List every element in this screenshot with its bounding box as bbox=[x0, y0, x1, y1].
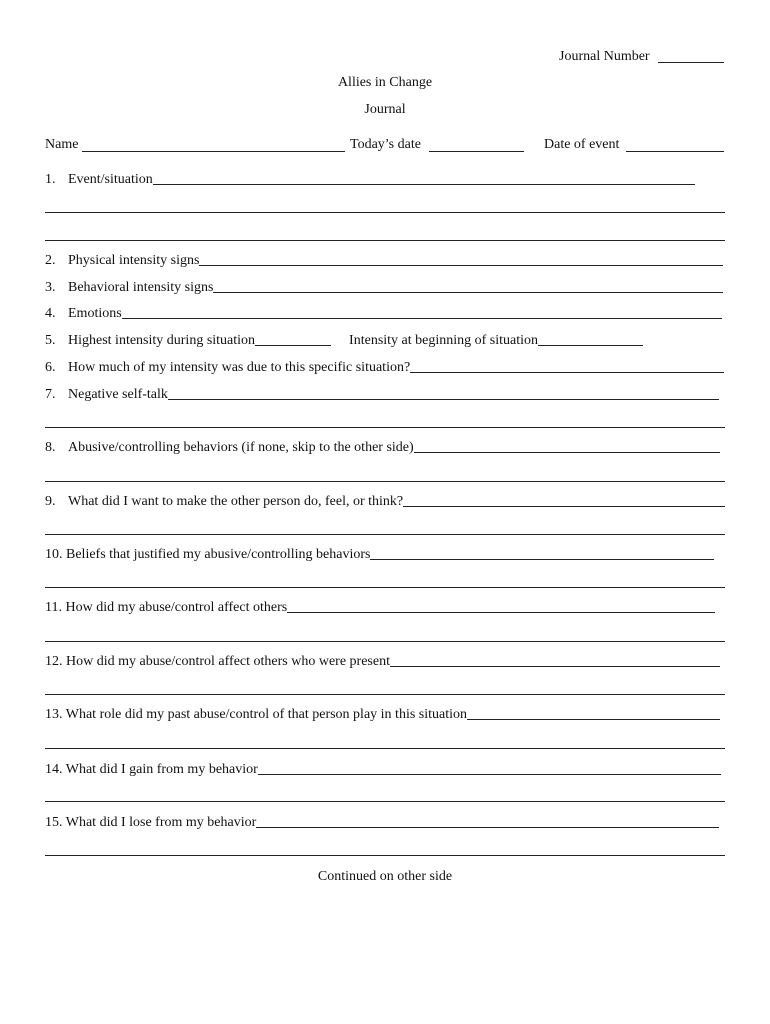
question-text: Highest intensity during situation bbox=[68, 333, 256, 348]
question-4 bbox=[45, 306, 722, 322]
question-7 bbox=[45, 387, 719, 403]
question-number: 7. bbox=[45, 387, 56, 402]
question-8 bbox=[45, 440, 720, 456]
answer-line[interactable] bbox=[370, 559, 714, 560]
question-text: How much of my intensity was due to this specific situation? bbox=[68, 360, 411, 375]
answer-line[interactable] bbox=[199, 265, 723, 266]
journal-number-label: Journal Number bbox=[559, 49, 650, 64]
question-11 bbox=[45, 600, 715, 616]
question-2 bbox=[45, 253, 723, 269]
question-number: 8. bbox=[45, 440, 56, 455]
answer-line[interactable] bbox=[45, 587, 725, 588]
answer-line[interactable] bbox=[122, 318, 722, 319]
question-number: 2. bbox=[45, 253, 56, 268]
question-text: What did I want to make the other person do, feel, or think? bbox=[68, 494, 404, 509]
answer-line[interactable] bbox=[410, 372, 724, 373]
question-text: Event/situation bbox=[68, 172, 153, 187]
answer-line[interactable] bbox=[168, 399, 719, 400]
answer-line[interactable] bbox=[45, 212, 725, 213]
question-number: 9. bbox=[45, 494, 56, 509]
answer-line[interactable] bbox=[45, 481, 725, 482]
question-13 bbox=[45, 707, 720, 723]
continued-note: Continued on other side bbox=[317, 869, 453, 884]
question-number: 4. bbox=[45, 306, 56, 321]
question-text: 13. What role did my past abuse/control of that person play in this situation bbox=[45, 707, 468, 722]
question-text: Emotions bbox=[68, 306, 122, 321]
answer-line[interactable] bbox=[258, 774, 721, 775]
answer-line[interactable] bbox=[213, 292, 723, 293]
journal-number-field[interactable] bbox=[658, 62, 724, 63]
todays-date-field[interactable] bbox=[429, 151, 524, 152]
question-text: 10. Beliefs that justified my abusive/controlling behaviors bbox=[45, 547, 371, 562]
question-text: 12. How did my abuse/control affect others who were present bbox=[45, 654, 390, 669]
question-1 bbox=[45, 172, 695, 188]
answer-line[interactable] bbox=[287, 612, 715, 613]
question-text-secondary: Intensity at beginning of situation bbox=[349, 333, 539, 348]
question-number: 3. bbox=[45, 280, 56, 295]
name-label: Name bbox=[45, 137, 79, 152]
question-text: 15. What did I lose from my behavior bbox=[45, 815, 257, 830]
question-3 bbox=[45, 280, 723, 296]
question-number: 5. bbox=[45, 333, 56, 348]
answer-line[interactable] bbox=[45, 694, 725, 695]
question-number: 6. bbox=[45, 360, 56, 375]
question-14 bbox=[45, 762, 721, 778]
answer-line[interactable] bbox=[403, 506, 725, 507]
answer-line[interactable] bbox=[256, 827, 719, 828]
answer-line[interactable] bbox=[414, 452, 720, 453]
highest-intensity-field[interactable] bbox=[255, 345, 331, 346]
date-of-event-field[interactable] bbox=[626, 151, 724, 152]
question-6 bbox=[45, 360, 724, 376]
question-10 bbox=[45, 547, 714, 563]
question-text: 11. How did my abuse/control affect others bbox=[45, 600, 288, 615]
todays-date-label: Today’s date bbox=[350, 137, 421, 152]
answer-line[interactable] bbox=[45, 240, 725, 241]
question-number: 1. bbox=[45, 172, 56, 187]
page-title: Journal bbox=[364, 102, 406, 117]
question-9 bbox=[45, 494, 725, 510]
answer-line[interactable] bbox=[467, 719, 720, 720]
beginning-intensity-field[interactable] bbox=[538, 345, 643, 346]
date-of-event-label: Date of event bbox=[544, 137, 620, 152]
question-5 bbox=[45, 333, 643, 349]
answer-line[interactable] bbox=[45, 641, 725, 642]
question-text: Abusive/controlling behaviors (if none, skip to the other side) bbox=[68, 440, 414, 455]
answer-line[interactable] bbox=[153, 184, 695, 185]
question-text: Behavioral intensity signs bbox=[68, 280, 214, 295]
name-field[interactable] bbox=[82, 151, 345, 152]
answer-line[interactable] bbox=[45, 748, 725, 749]
organization-name: Allies in Change bbox=[337, 75, 433, 90]
question-12 bbox=[45, 654, 720, 670]
answer-line[interactable] bbox=[45, 427, 725, 428]
question-15 bbox=[45, 815, 719, 831]
question-text: Physical intensity signs bbox=[68, 253, 200, 268]
question-text: 14. What did I gain from my behavior bbox=[45, 762, 258, 777]
answer-line[interactable] bbox=[45, 855, 725, 856]
answer-line[interactable] bbox=[45, 801, 725, 802]
answer-line[interactable] bbox=[45, 534, 725, 535]
question-text: Negative self-talk bbox=[68, 387, 168, 402]
answer-line[interactable] bbox=[390, 666, 720, 667]
